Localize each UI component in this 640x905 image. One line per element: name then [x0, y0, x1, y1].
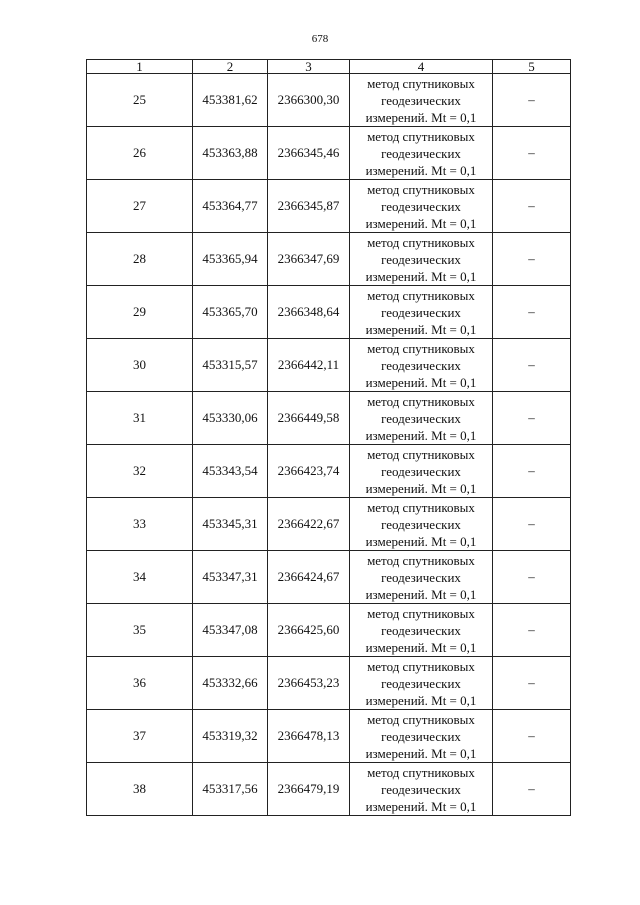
method-line: геодезических — [381, 569, 461, 585]
x-coordinate-cell: 453345,31 — [193, 498, 268, 551]
x-coordinate-cell: 453330,06 — [193, 392, 268, 445]
point-number-cell: 33 — [87, 498, 193, 551]
method-line: метод спутниковых — [367, 764, 475, 780]
method-line: измерений. Mt = 0,1 — [365, 798, 477, 814]
table-body — [87, 74, 571, 816]
point-number-cell: 36 — [87, 657, 193, 710]
method-line: метод спутниковых — [367, 658, 475, 674]
method-line: измерений. Mt = 0,1 — [365, 533, 477, 549]
method-line: метод спутниковых — [367, 552, 475, 568]
x-coordinate-cell: 453319,32 — [193, 710, 268, 763]
y-coordinate-cell: 2366345,46 — [268, 127, 350, 180]
method-cell — [350, 710, 493, 763]
method-line: измерений. Mt = 0,1 — [365, 745, 477, 761]
point-number-cell: 26 — [87, 127, 193, 180]
point-number-cell: 35 — [87, 604, 193, 657]
note-cell: – — [493, 74, 571, 127]
note-cell: – — [493, 604, 571, 657]
point-number-cell: 38 — [87, 763, 193, 816]
method-line: метод спутниковых — [367, 75, 475, 91]
method-line: метод спутниковых — [367, 446, 475, 462]
method-line: метод спутниковых — [367, 605, 475, 621]
note-cell: – — [493, 392, 571, 445]
x-coordinate-cell: 453363,88 — [193, 127, 268, 180]
method-cell — [350, 286, 493, 339]
x-coordinate-cell: 453365,94 — [193, 233, 268, 286]
point-number-cell: 32 — [87, 445, 193, 498]
method-line: метод спутниковых — [367, 181, 475, 197]
method-line: измерений. Mt = 0,1 — [365, 586, 477, 602]
page-number: 678 — [311, 33, 329, 45]
method-line: измерений. Mt = 0,1 — [365, 374, 477, 390]
y-coordinate-cell: 2366479,19 — [268, 763, 350, 816]
note-cell: – — [493, 286, 571, 339]
note-cell: – — [493, 551, 571, 604]
note-cell: – — [493, 445, 571, 498]
method-line: метод спутниковых — [367, 711, 475, 727]
method-line: метод спутниковых — [367, 340, 475, 356]
table-row — [87, 127, 571, 180]
y-coordinate-cell: 2366453,23 — [268, 657, 350, 710]
point-number-cell: 27 — [87, 180, 193, 233]
table-row — [87, 710, 571, 763]
method-cell — [350, 392, 493, 445]
method-line: измерений. Mt = 0,1 — [365, 480, 477, 496]
table-row — [87, 657, 571, 710]
method-line: измерений. Mt = 0,1 — [365, 109, 477, 125]
column-header: 4 — [350, 60, 493, 74]
x-coordinate-cell: 453364,77 — [193, 180, 268, 233]
method-line: геодезических — [381, 781, 461, 797]
y-coordinate-cell: 2366347,69 — [268, 233, 350, 286]
method-line: измерений. Mt = 0,1 — [365, 692, 477, 708]
method-line: геодезических — [381, 357, 461, 373]
x-coordinate-cell: 453317,56 — [193, 763, 268, 816]
method-cell — [350, 498, 493, 551]
column-header: 5 — [493, 60, 571, 74]
column-header: 2 — [193, 60, 268, 74]
note-cell: – — [493, 233, 571, 286]
point-number-cell: 34 — [87, 551, 193, 604]
method-line: геодезических — [381, 198, 461, 214]
x-coordinate-cell: 453381,62 — [193, 74, 268, 127]
y-coordinate-cell: 2366345,87 — [268, 180, 350, 233]
point-number-cell: 28 — [87, 233, 193, 286]
method-cell — [350, 180, 493, 233]
method-line: геодезических — [381, 92, 461, 108]
table-row — [87, 74, 571, 127]
note-cell: – — [493, 498, 571, 551]
y-coordinate-cell: 2366422,67 — [268, 498, 350, 551]
method-cell — [350, 657, 493, 710]
method-cell — [350, 74, 493, 127]
method-line: метод спутниковых — [367, 128, 475, 144]
column-header: 3 — [268, 60, 350, 74]
x-coordinate-cell: 453315,57 — [193, 339, 268, 392]
x-coordinate-cell: 453347,31 — [193, 551, 268, 604]
point-number-cell: 37 — [87, 710, 193, 763]
note-cell: – — [493, 127, 571, 180]
y-coordinate-cell: 2366348,64 — [268, 286, 350, 339]
x-coordinate-cell: 453332,66 — [193, 657, 268, 710]
y-coordinate-cell: 2366424,67 — [268, 551, 350, 604]
method-line: метод спутниковых — [367, 393, 475, 409]
table-row — [87, 551, 571, 604]
note-cell: – — [493, 763, 571, 816]
table-row — [87, 339, 571, 392]
table-row — [87, 763, 571, 816]
method-cell — [350, 763, 493, 816]
table-row — [87, 233, 571, 286]
table-row — [87, 286, 571, 339]
point-number-cell: 29 — [87, 286, 193, 339]
header-row — [87, 60, 571, 74]
note-cell: – — [493, 180, 571, 233]
point-number-cell: 31 — [87, 392, 193, 445]
method-cell — [350, 604, 493, 657]
coordinates-table — [86, 59, 571, 816]
table-row — [87, 392, 571, 445]
method-line: геодезических — [381, 304, 461, 320]
y-coordinate-cell: 2366425,60 — [268, 604, 350, 657]
table-row — [87, 604, 571, 657]
y-coordinate-cell: 2366442,11 — [268, 339, 350, 392]
note-cell: – — [493, 710, 571, 763]
method-cell — [350, 339, 493, 392]
y-coordinate-cell: 2366423,74 — [268, 445, 350, 498]
table-row — [87, 445, 571, 498]
method-line: геодезических — [381, 516, 461, 532]
method-line: геодезических — [381, 728, 461, 744]
method-line: геодезических — [381, 145, 461, 161]
method-cell — [350, 233, 493, 286]
note-cell: – — [493, 339, 571, 392]
method-line: геодезических — [381, 675, 461, 691]
method-line: метод спутниковых — [367, 234, 475, 250]
method-cell — [350, 127, 493, 180]
method-cell — [350, 551, 493, 604]
y-coordinate-cell: 2366478,13 — [268, 710, 350, 763]
method-line: геодезических — [381, 410, 461, 426]
table-row — [87, 180, 571, 233]
method-cell — [350, 445, 493, 498]
x-coordinate-cell: 453343,54 — [193, 445, 268, 498]
column-header: 1 — [87, 60, 193, 74]
method-line: метод спутниковых — [367, 287, 475, 303]
method-line: измерений. Mt = 0,1 — [365, 162, 477, 178]
x-coordinate-cell: 453365,70 — [193, 286, 268, 339]
method-line: геодезических — [381, 251, 461, 267]
y-coordinate-cell: 2366449,58 — [268, 392, 350, 445]
method-line: измерений. Mt = 0,1 — [365, 427, 477, 443]
point-number-cell: 25 — [87, 74, 193, 127]
x-coordinate-cell: 453347,08 — [193, 604, 268, 657]
method-line: геодезических — [381, 622, 461, 638]
method-line: измерений. Mt = 0,1 — [365, 321, 477, 337]
table-row — [87, 498, 571, 551]
note-cell: – — [493, 657, 571, 710]
y-coordinate-cell: 2366300,30 — [268, 74, 350, 127]
method-line: измерений. Mt = 0,1 — [365, 639, 477, 655]
method-line: измерений. Mt = 0,1 — [365, 268, 477, 284]
method-line: измерений. Mt = 0,1 — [365, 215, 477, 231]
method-line: метод спутниковых — [367, 499, 475, 515]
point-number-cell: 30 — [87, 339, 193, 392]
method-line: геодезических — [381, 463, 461, 479]
